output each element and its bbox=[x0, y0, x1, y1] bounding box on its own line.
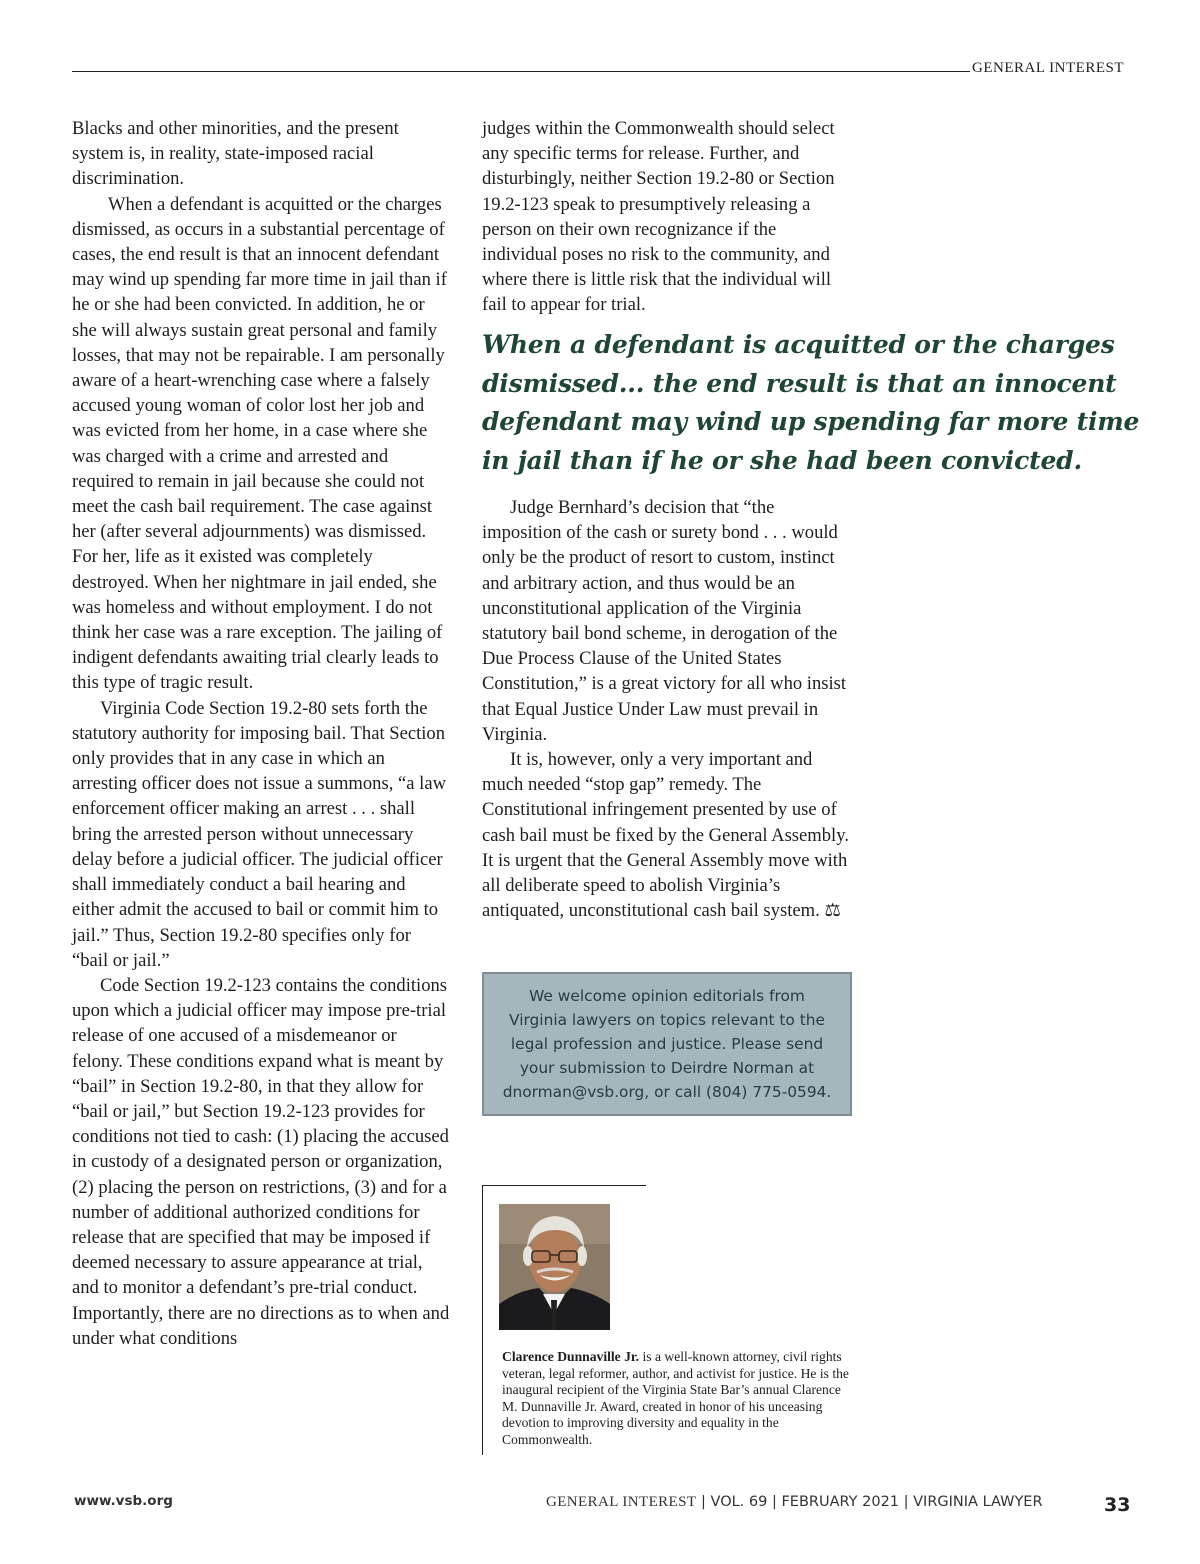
paragraph: Judge Bernhard’s decision that “the imposition of the cash or surety bond . . . would only be the product of resort to custom, instinct and arbitrary action, and thus would be an unconstitutional application of the Virginia statutory bail bond scheme, in derogation of the Due Process Clause of the United States Constitution,” is a great victory for all who insist that Equal Justice Under Law must prevail in Virginia. bbox=[482, 497, 847, 745]
paragraph: Code Section 19.2-123 contains the conditions upon which a judicial officer may impose pre-trial release of one accused of a misdemeanor or felony. These conditions expand what is meant by “bail” in Section 19.2-80, in that they allow for “bail or jail,” but Section 19.2-123 provides for conditions not tied to cash: (1) placing the accused in custody of a designated person or organization, (2) placing the person on restrictions, (3) and for a number of additional authorized conditions for release that are specified that may be imposed if deemed necessary to assure appearance at trial, and to monitor a defendant’s pre-trial conduct. Importantly, there are no directions as to when and under what conditions bbox=[72, 974, 450, 1349]
article-column-right bbox=[482, 495, 858, 923]
editorial-callout-box bbox=[482, 972, 852, 1116]
paragraph: It is, however, only a very important and much needed “stop gap” remedy. The Constitutional infringement presented by use of cash bail must be fixed by the General Assembly. It is urgent that the General Assembly move with all deliberate speed to abolish Virginia’s antiquated, unconstitutional cash bail system. ⚖ bbox=[482, 749, 849, 922]
article-column-left bbox=[72, 116, 450, 1351]
callout-text: We welcome opinion editorials from Virginia lawyers on topics relevant to the legal profession and justice. Please send your submission to Deirdre Norman at dnorman@vsb.org, or call (804) 775-0594. bbox=[502, 987, 832, 1101]
paragraph: judges within the Commonwealth should select any specific terms for release. Further, and disturbingly, neither Section 19.2-80 or Section 19.2-123 speak to presumptively releasing a person on their own recognizance if the individual poses no risk to the community, and where there is little risk that the individual will fail to appear for trial. bbox=[482, 118, 835, 316]
paragraph: When a defendant is acquitted or the charges dismissed, as occurs in a substantial percentage of cases, the end result is that an innocent defendant may wind up spending far more time in jail than if he or she had been convicted. In addition, he or she will always sustain great personal and family losses, that may not be repairable. I am personally aware of a heart-wrenching case where a falsely accused young woman of color lost her job and was evicted from her home, in a case where she was charged with a crime and arrested and required to remain in jail because she could not meet the cash bail requirement. The case against her (after several adjournments) was dismissed. For her, life as it existed was completely destroyed. When her nightmare in jail ended, she was homeless and without employment. I do not think her case was a rare exception. The jailing of indigent defendants awaiting trial clearly leads to this type of tragic result. bbox=[72, 193, 447, 694]
footer-issue: | VOL. 69 | FEBRUARY 2021 | VIRGINIA LAWYER bbox=[696, 1494, 1043, 1510]
footer-url[interactable]: www.vsb.org bbox=[74, 1493, 173, 1509]
pull-quote: When a defendant is acquitted or the charges dismissed... the end result is that an innocent defendant may wind up spending far more time in jail than if he or she had been convicted. bbox=[482, 330, 1140, 475]
article-column-right-top bbox=[482, 116, 854, 318]
author-description: is a well-known attorney, civil rights veteran, legal reformer, author, and activist for justice. He is the inaugural recipient of the Virginia State Bar’s annual Clarence M. Dunnaville Jr. Award, created in honor of his unceasing devotion to improving diversity and equality in the Commonwealth. bbox=[502, 1349, 849, 1447]
paragraph: Blacks and other minorities, and the present system is, in reality, state-imposed racial discrimination. bbox=[72, 118, 399, 190]
author-photo bbox=[499, 1204, 610, 1330]
author-name: Clarence Dunnaville Jr. bbox=[502, 1349, 640, 1364]
footer-issue-info bbox=[546, 1494, 1043, 1511]
bio-divider-horizontal bbox=[482, 1185, 646, 1186]
header-rule bbox=[72, 71, 970, 72]
author-bio bbox=[502, 1349, 854, 1449]
bio-divider-vertical bbox=[482, 1185, 483, 1455]
footer-section: GENERAL INTEREST bbox=[546, 1494, 697, 1510]
paragraph: Virginia Code Section 19.2-80 sets forth the statutory authority for imposing bail. That Section only provides that in any case in which an arresting officer does not issue a summons, “a law enforcement officer making an arrest . . . shall bring the arrested person without unnecessary delay before a judicial officer. The judicial officer shall immediately conduct a bail hearing and either admit the accused to bail or commit him to jail.” Thus, Section 19.2-80 specifies only for “bail or jail.” bbox=[72, 697, 447, 971]
page-number: 33 bbox=[1104, 1494, 1131, 1516]
section-header: GENERAL INTEREST bbox=[972, 60, 1125, 76]
